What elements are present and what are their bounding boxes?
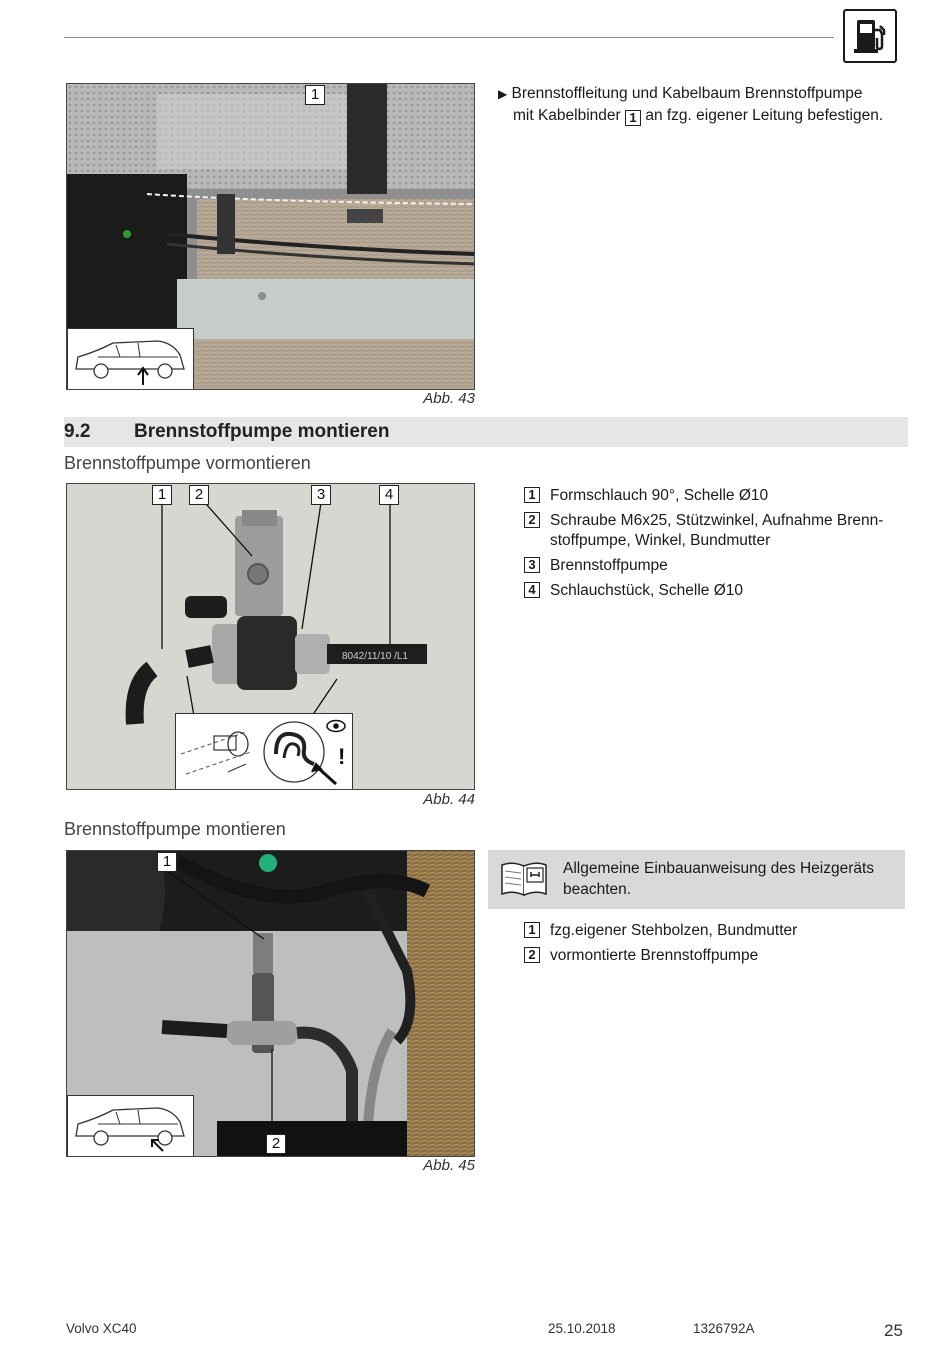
bullet-arrow-icon: ▶ xyxy=(498,87,508,101)
section-number: 9.2 xyxy=(64,421,91,442)
legend-number: 3 xyxy=(524,557,540,573)
legend-item xyxy=(524,946,904,966)
figure-44-clamp-detail-inset xyxy=(175,713,353,790)
legend-item xyxy=(524,511,904,551)
figure-45-photo xyxy=(66,850,475,1157)
figure-43-car-inset xyxy=(67,328,194,390)
figure-44-photo xyxy=(66,483,475,790)
legend-item xyxy=(524,581,904,601)
legend-number: 1 xyxy=(524,487,540,503)
footer-model: Volvo XC40 xyxy=(66,1321,137,1336)
legend-number: 4 xyxy=(524,582,540,598)
subheading-montieren: Brennstoffpumpe montieren xyxy=(64,819,286,839)
legend-number: 2 xyxy=(524,947,540,963)
header-rule xyxy=(64,37,834,38)
fuel-pump-icon xyxy=(843,9,897,63)
footer-date: 25.10.2018 xyxy=(548,1321,616,1336)
figure-43-photo xyxy=(66,83,475,390)
legend-number: 2 xyxy=(524,512,540,528)
figure-44-marker-4: 4 xyxy=(379,485,399,505)
legend-text-line-2: stoffpumpe, Winkel, Bundmutter xyxy=(550,532,771,549)
legend-text: Schlauchstück, Schelle Ø10 xyxy=(550,582,743,599)
legend-text: fzg.eigener Stehbolzen, Bundmutter xyxy=(550,922,798,939)
page-number: 25 xyxy=(884,1321,903,1340)
installation-note xyxy=(488,850,905,909)
legend-text: Formschlauch 90°, Schelle Ø10 xyxy=(550,487,769,504)
footer-doc-number: 1326792A xyxy=(693,1321,755,1336)
legend-item xyxy=(524,556,904,576)
figure-45-legend xyxy=(524,921,904,971)
legend-item xyxy=(524,486,904,506)
figure-45-car-inset xyxy=(67,1095,194,1157)
svg-text:8042/11/10 /L1: 8042/11/10 /L1 xyxy=(342,651,408,662)
instruction-line-1: Brennstoffleitung und Kabelbaum Brennstoffpumpe xyxy=(511,85,863,102)
svg-text:!: ! xyxy=(338,744,346,769)
note-line-2: beachten. xyxy=(563,881,632,898)
note-line-1: Allgemeine Einbauanweisung des Heizgeräts xyxy=(563,860,875,877)
figure-43-caption: Abb. 43 xyxy=(423,390,475,407)
instruction-ref-1: 1 xyxy=(625,110,641,126)
figure-43-instruction xyxy=(498,83,903,126)
section-heading xyxy=(64,417,908,447)
figure-44-marker-1: 1 xyxy=(152,485,172,505)
legend-text: vormontierte Brennstoffpumpe xyxy=(550,947,759,964)
instruction-line-2-post: an fzg. eigener Leitung befestigen. xyxy=(645,107,884,124)
figure-45-caption: Abb. 45 xyxy=(423,1157,475,1174)
legend-number: 1 xyxy=(524,922,540,938)
instruction-line-2-pre: mit Kabelbinder xyxy=(513,107,621,124)
section-title: Brennstoffpumpe montieren xyxy=(134,421,390,442)
manual-book-icon xyxy=(500,859,552,899)
figure-44-marker-2: 2 xyxy=(189,485,209,505)
figure-45-marker-1: 1 xyxy=(157,852,177,872)
legend-text: Brennstoffpumpe xyxy=(550,557,668,574)
legend-item xyxy=(524,921,904,941)
figure-44-legend xyxy=(524,486,904,606)
figure-43-marker-1: 1 xyxy=(305,85,325,105)
subheading-vormontieren: Brennstoffpumpe vormontieren xyxy=(64,453,311,473)
figure-45-marker-2: 2 xyxy=(266,1134,286,1154)
figure-44-marker-3: 3 xyxy=(311,485,331,505)
figure-44-caption: Abb. 44 xyxy=(423,791,475,808)
legend-text-line-1: Schraube M6x25, Stützwinkel, Aufnahme Brenn- xyxy=(550,512,884,529)
